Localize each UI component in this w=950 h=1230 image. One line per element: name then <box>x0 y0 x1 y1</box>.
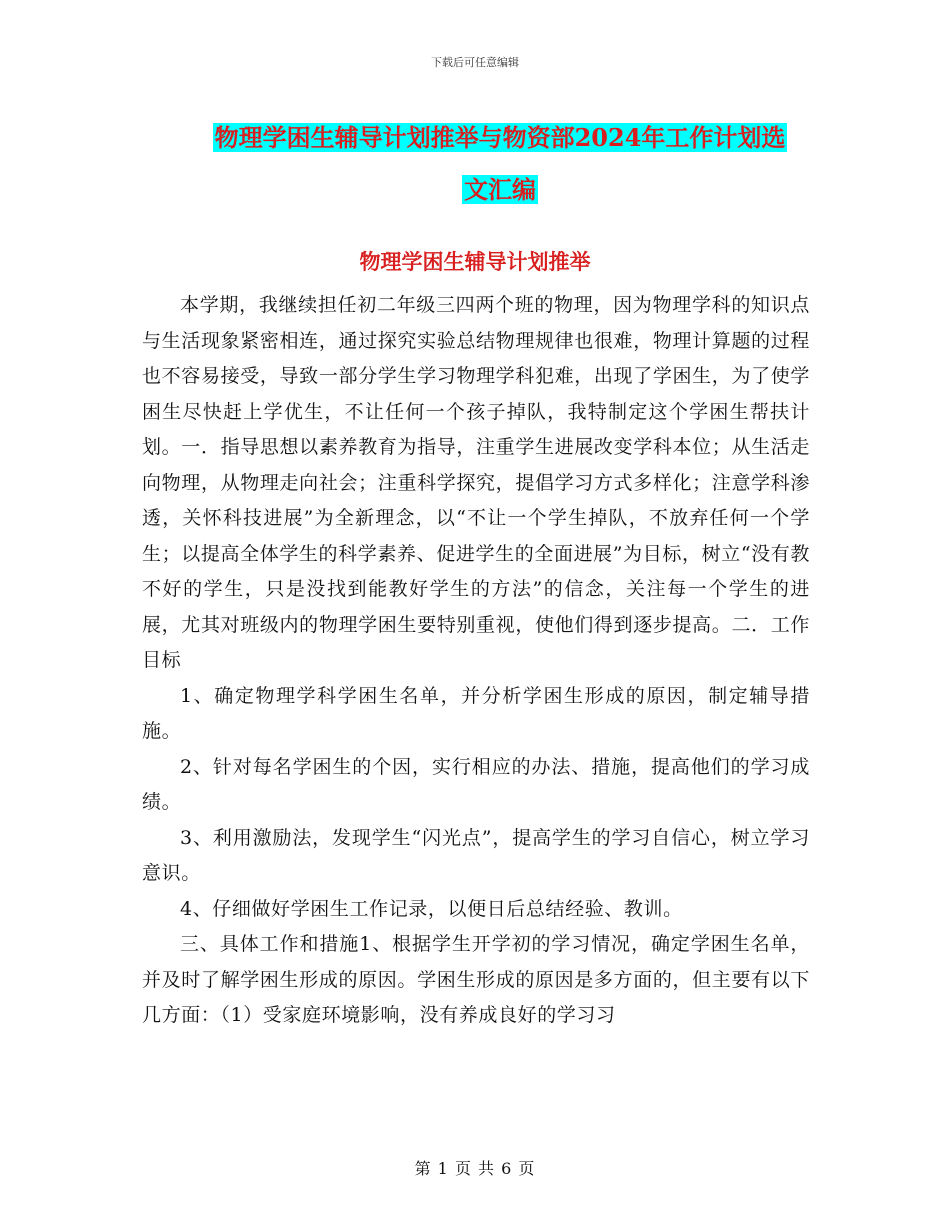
section-title: 物理学困生辅导计划推举 <box>359 249 591 274</box>
body-paragraph: 2、针对每名学困生的个因，实行相应的办法、措施，提高他们的学习成绩。 <box>142 755 810 813</box>
body-paragraph: 1、确定物理学科学困生名单，并分析学困生形成的原因，制定辅导措施。 <box>142 684 810 742</box>
document-title-line-2: 文汇编 <box>464 175 536 204</box>
page-footer: 第 1 页 共 6 页 <box>414 1159 536 1178</box>
document-body <box>142 288 810 1034</box>
body-paragraph: 三、具体工作和措施1、根据学生开学初的学习情况，确定学困生名单，并及时了解学困生形成的原因。学困生形成的原因是多方面的，但主要有以下几方面：（1）受家庭环境影响，没有养成良好的学习习 <box>142 933 810 1026</box>
document-title-line-1: 物理学困生辅导计划推举与物资部2024年工作计划选 <box>214 123 786 152</box>
document-title <box>140 112 860 216</box>
body-paragraph: 4、仔细做好学困生工作记录，以便日后总结经验、教训。 <box>180 897 683 920</box>
body-paragraph: 本学期，我继续担任初二年级三四两个班的物理，因为物理学科的知识点与生活现象紧密相连，通过探究实验总结物理规律也很难，物理计算题的过程也不容易接受，导致一部分学生学习物理学科犯难，出现了学困生，为了使学困生尽快赶上学优生，不让任何一个孩子掉队，我特制定这个学困生帮扶计划。一．指导思想以素养教育为指导，注重学生进展改变学科本位；从生活走向物理，从物理走向社会；注重科学探究，提倡学习方式多样化；注意学科渗透，关怀科技进展”为全新理念，以“不让一个学生掉队，不放弃任何一个学生；以提高全体学生的科学素养、促进学生的全面进展”为目标，树立“没有教不好的学生，只是没找到能教好学生的方法”的信念，关注每一个学生的进展，尤其对班级内的物理学困生要特别重视，使他们得到逐步提高。二．工作目标 <box>142 294 810 671</box>
page-header-note: 下载后可任意编辑 <box>431 56 519 69</box>
body-paragraph: 3、利用激励法，发现学生“闪光点”，提高学生的学习自信心，树立学习意识。 <box>142 826 810 884</box>
